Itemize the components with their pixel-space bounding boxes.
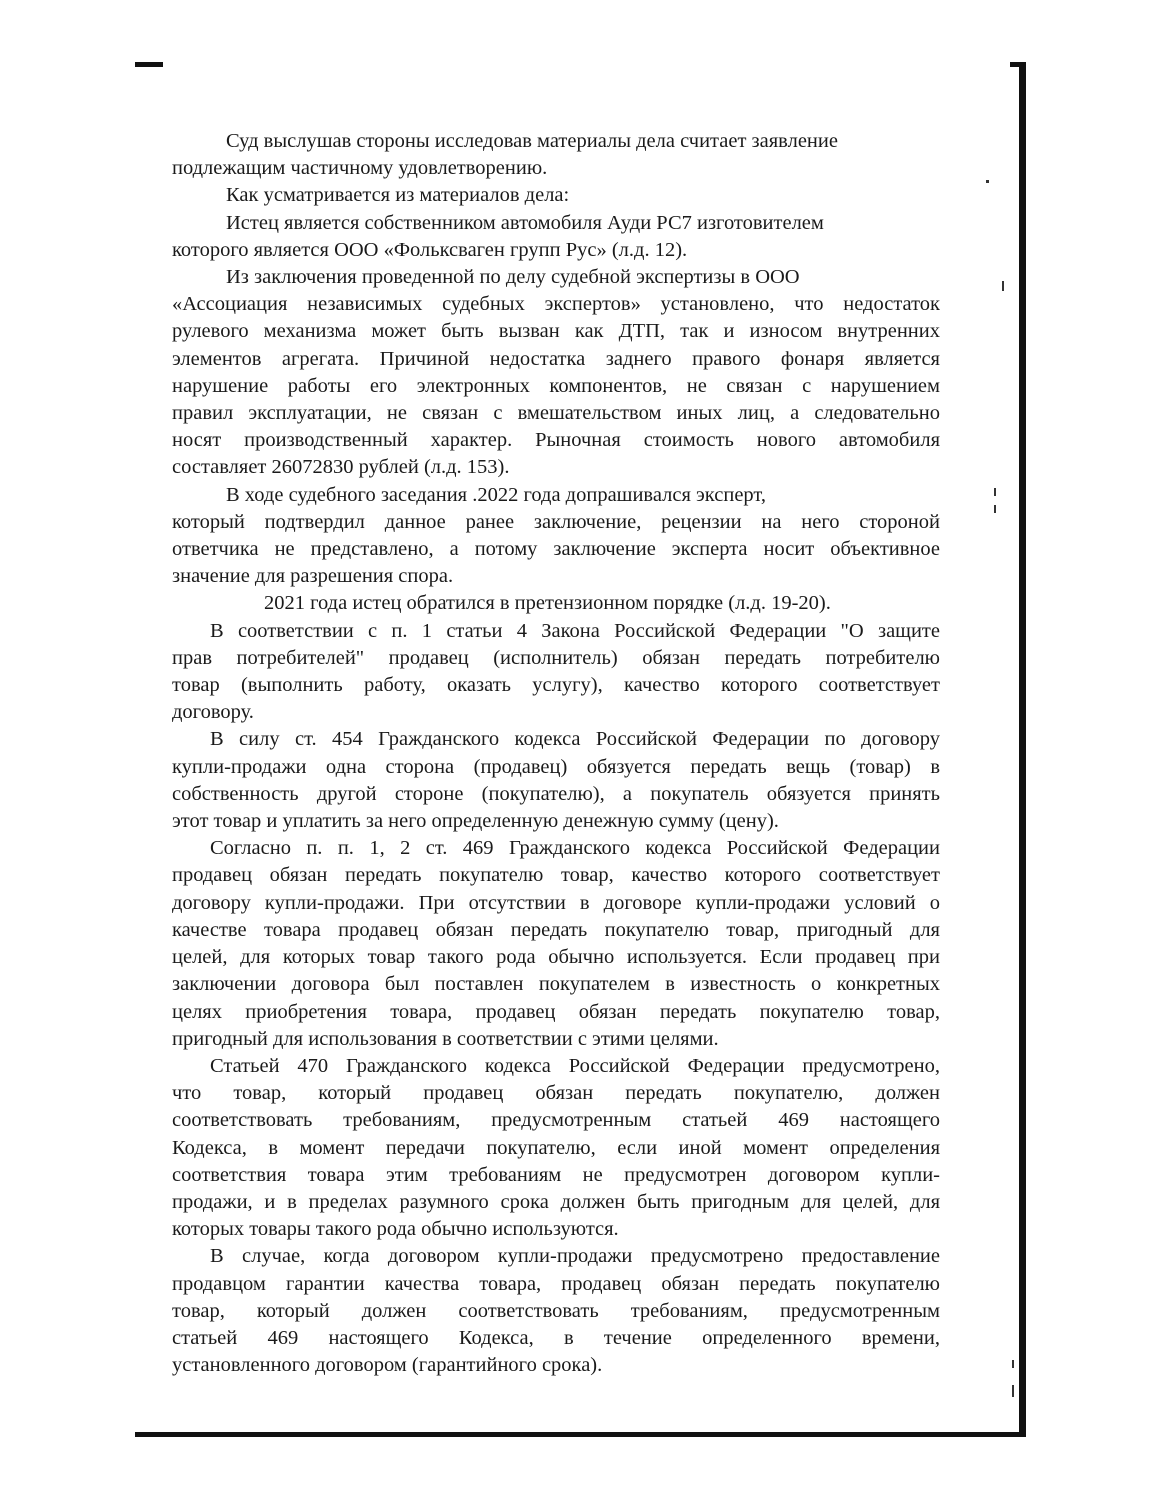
text-line: элементов агрегата. Причиной недостатка заднего правого фонаря является bbox=[172, 347, 940, 370]
text-line: который подтвердил данное ранее заключение, рецензии на него стороной bbox=[172, 510, 940, 533]
scan-border-bottom bbox=[135, 1432, 1026, 1437]
scan-border-right bbox=[1019, 62, 1026, 1437]
scan-speck bbox=[994, 488, 996, 496]
text-line: которых товары такого рода обычно используются. bbox=[172, 1218, 619, 1241]
text-line: Кодекса, в момент передачи покупателю, если иной момент определения bbox=[172, 1136, 940, 1159]
paragraph bbox=[172, 210, 940, 264]
text-line: подлежащим частичному удовлетворению. bbox=[172, 157, 548, 180]
paragraph bbox=[172, 1053, 940, 1243]
text-line: купли-продажи одна сторона (продавец) обязуется передать вещь (товар) в bbox=[172, 755, 940, 778]
scan-speck bbox=[1002, 281, 1004, 291]
text-line: товар, который должен соответствовать требованиям, предусмотренным bbox=[172, 1299, 940, 1322]
document-body bbox=[172, 128, 940, 1379]
text-line: статьей 469 настоящего Кодекса, в течение определенного времени, bbox=[172, 1326, 940, 1349]
text-line: В силу ст. 454 Гражданского кодекса Российской Федерации по договору bbox=[210, 728, 940, 751]
paragraph bbox=[172, 726, 940, 835]
scan-speck bbox=[994, 505, 996, 513]
text-line: прав потребителей" продавец (исполнитель) обязан передать потребителю bbox=[172, 646, 940, 669]
paragraph bbox=[172, 182, 940, 209]
text-line: целях приобретения товара, продавец обязан передать покупателю товар, bbox=[172, 1000, 940, 1023]
text-line: Из заключения проведенной по делу судебной экспертизы в ООО bbox=[226, 266, 800, 289]
text-line: В ходе судебного заседания .2022 года допрашивался эксперт, bbox=[226, 483, 766, 506]
text-line: пригодный для использования в соответствии с этими целями. bbox=[172, 1027, 719, 1050]
paragraph bbox=[172, 1243, 940, 1379]
text-line: ответчика не представлено, а потому заключение эксперта носит объективное bbox=[172, 538, 940, 561]
text-line: значение для разрешения спора. bbox=[172, 565, 454, 588]
text-line: Суд выслушав стороны исследовав материалы дела считает заявление bbox=[226, 130, 838, 152]
scan-speck bbox=[986, 180, 989, 183]
paragraph bbox=[172, 264, 940, 482]
text-line: которого является ООО «Фольксваген групп Рус» (л.д. 12). bbox=[172, 238, 688, 261]
text-line: продавцом гарантии качества товара, продавец обязан передать покупателю bbox=[172, 1272, 940, 1295]
text-line: продавец обязан передать покупателю товар, качество которого соответствует bbox=[172, 864, 940, 887]
text-line: В случае, когда договором купли-продажи предусмотрено предоставление bbox=[210, 1245, 940, 1268]
scan-mark-top-left bbox=[135, 62, 163, 67]
text-line: 2021 года истец обратился в претензионном порядке (л.д. 19-20). bbox=[264, 592, 831, 615]
text-line: качестве товара продавец обязан передать покупателю товар, пригодный для bbox=[172, 918, 940, 941]
text-line: составляет 26072830 рублей (л.д. 153). bbox=[172, 456, 510, 479]
scan-speck bbox=[1012, 1360, 1014, 1368]
text-line: договору купли-продажи. При отсутствии в договоре купли-продажи условий о bbox=[172, 891, 940, 914]
text-line: нарушение работы его электронных компонентов, не связан с нарушением bbox=[172, 374, 940, 397]
text-line: Статьей 470 Гражданского кодекса Российской Федерации предусмотрено, bbox=[210, 1054, 940, 1077]
text-line: носят производственный характер. Рыночная стоимость нового автомобиля bbox=[172, 429, 940, 452]
text-line: договору. bbox=[172, 701, 254, 724]
paragraph bbox=[172, 482, 940, 591]
paragraph bbox=[172, 618, 940, 727]
text-line: что товар, который продавец обязан передать покупателю, должен bbox=[172, 1082, 940, 1105]
paragraph bbox=[172, 835, 940, 1053]
text-line: соответствовать требованиям, предусмотренным статьей 469 настоящего bbox=[172, 1109, 940, 1132]
text-line: этот товар и уплатить за него определенную денежную сумму (цену). bbox=[172, 810, 779, 833]
text-line: установленного договором (гарантийного срока). bbox=[172, 1354, 603, 1377]
text-line: «Ассоциация независимых судебных экспертов» установлено, что недостаток bbox=[172, 293, 940, 316]
paragraph bbox=[172, 590, 940, 617]
paragraph bbox=[172, 128, 940, 182]
text-line: Согласно п. п. 1, 2 ст. 469 Гражданского кодекса Российской Федерации bbox=[210, 837, 940, 860]
text-line: правил эксплуатации, не связан с вмешательством иных лиц, а следовательно bbox=[172, 402, 940, 425]
text-line: собственность другой стороне (покупателю), а покупатель обязуется принять bbox=[172, 782, 940, 805]
text-line: заключении договора был поставлен покупателем в известность о конкретных bbox=[172, 973, 940, 996]
text-line: рулевого механизма может быть вызван как ДТП, так и износом внутренних bbox=[172, 320, 940, 343]
text-line: В соответствии с п. 1 статьи 4 Закона Российской Федерации "О защите bbox=[210, 619, 940, 642]
text-line: соответствия товара этим требованиям не предусмотрен договором купли- bbox=[172, 1163, 940, 1186]
text-line: Истец является собственником автомобиля Ауди РС7 изготовителем bbox=[226, 211, 824, 234]
text-line: целей, для которых товар такого рода обычно используется. Если продавец при bbox=[172, 946, 940, 969]
scan-speck bbox=[1012, 1385, 1014, 1397]
text-line: Как усматривается из материалов дела: bbox=[226, 184, 570, 207]
text-line: товар (выполнить работу, оказать услугу), качество которого соответствует bbox=[172, 674, 940, 697]
text-line: продажи, и в пределах разумного срока должен быть пригодным для целей, для bbox=[172, 1190, 940, 1213]
